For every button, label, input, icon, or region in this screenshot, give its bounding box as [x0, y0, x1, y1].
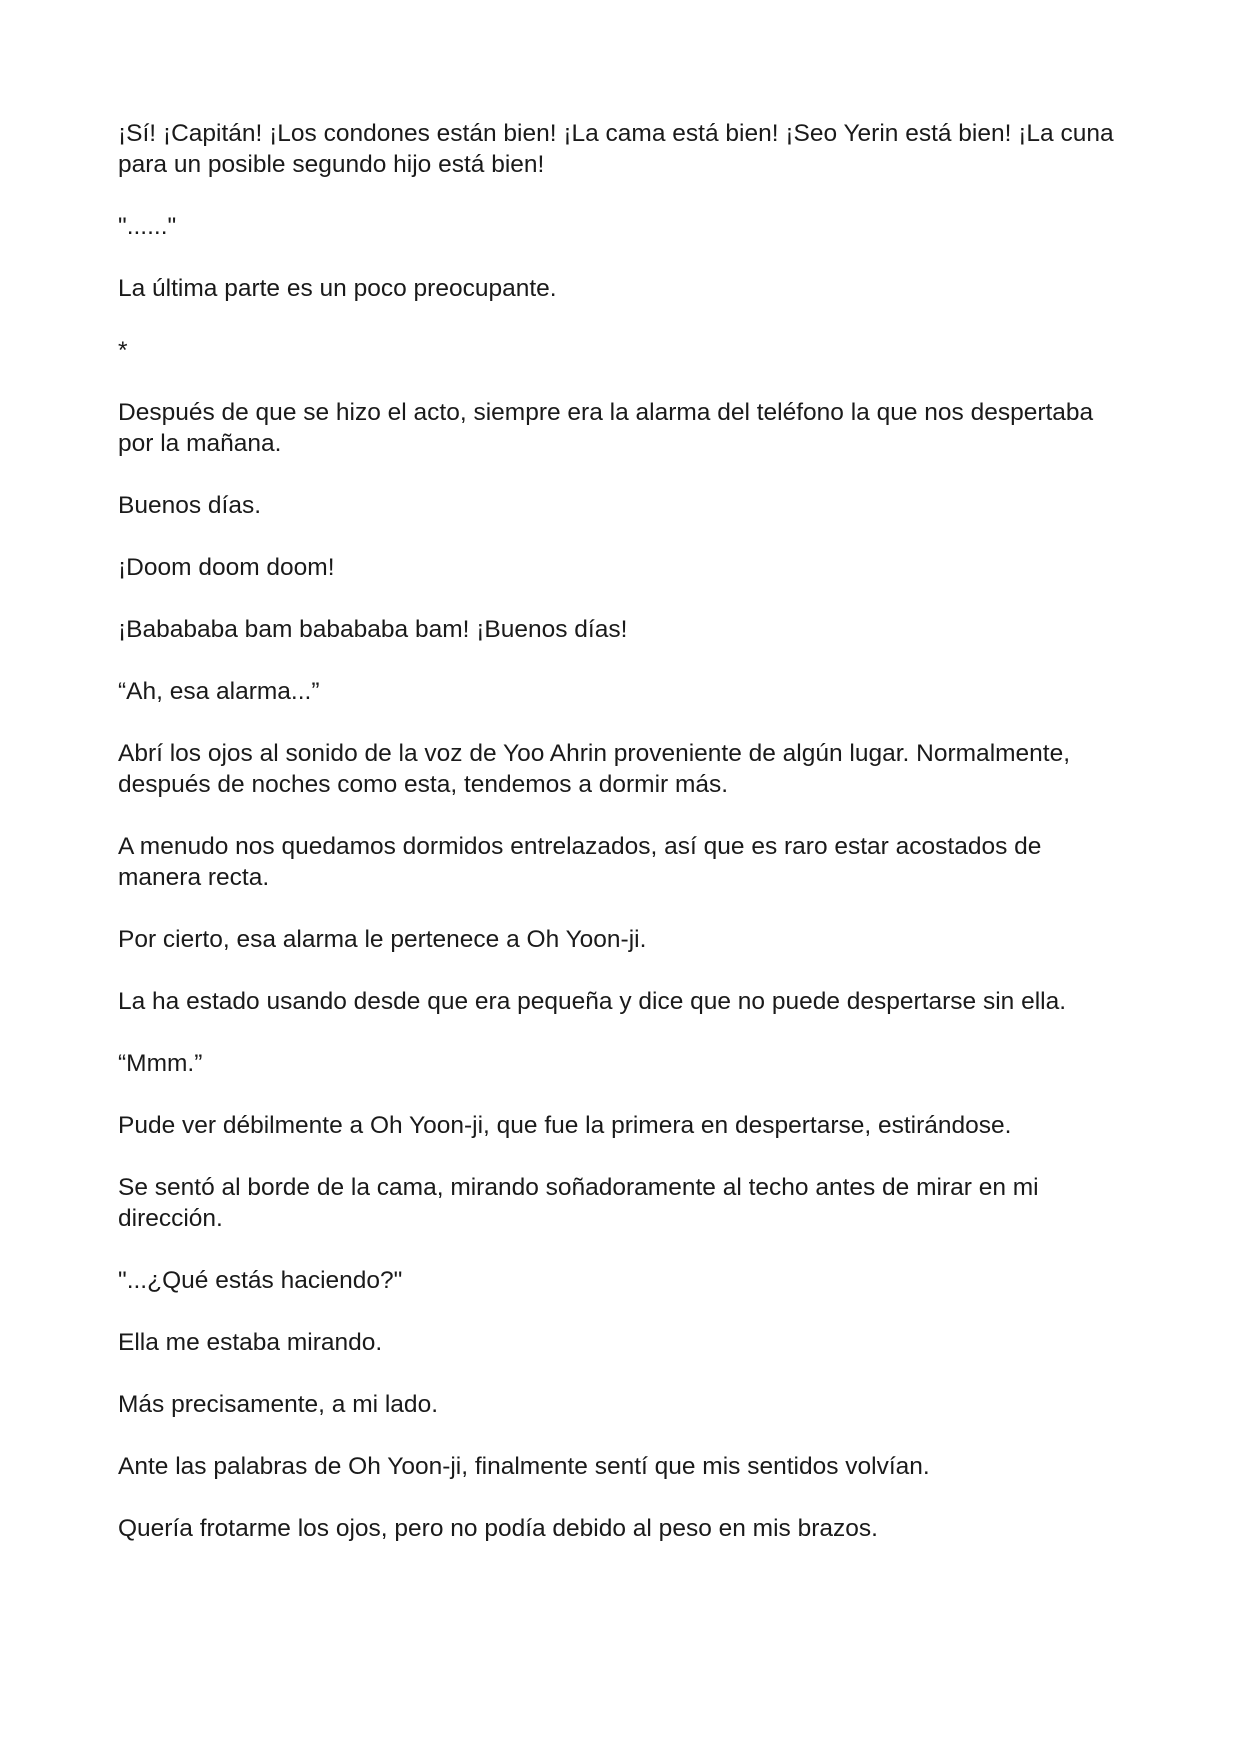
paragraph: ¡Doom doom doom!: [118, 554, 335, 581]
paragraph: La última parte es un poco preocupante.: [118, 275, 557, 302]
paragraph: Ante las palabras de Oh Yoon-ji, finalmente sentí que mis sentidos volvían.: [118, 1453, 930, 1480]
paragraph: “Ah, esa alarma...”: [118, 678, 320, 705]
paragraph: Por cierto, esa alarma le pertenece a Oh Yoon-ji.: [118, 926, 647, 953]
paragraph: Abrí los ojos al sonido de la voz de Yoo Ahrin proveniente de algún lugar. Normalmente, después de noches como esta, tendemos a dormir más.: [118, 740, 1071, 798]
paragraph: ¡Sí! ¡Capitán! ¡Los condones están bien! ¡La cama está bien! ¡Seo Yerin está bien! ¡La cuna para un posible segundo hijo está bien!: [118, 120, 1114, 178]
paragraph: ¡Babababa bam babababa bam! ¡Buenos días!: [118, 616, 628, 643]
paragraph: Se sentó al borde de la cama, mirando soñadoramente al techo antes de mirar en mi dirección.: [118, 1174, 1039, 1232]
paragraph: Quería frotarme los ojos, pero no podía debido al peso en mis brazos.: [118, 1515, 878, 1542]
paragraph: La ha estado usando desde que era pequeña y dice que no puede despertarse sin ella.: [118, 988, 1067, 1015]
paragraph: Pude ver débilmente a Oh Yoon-ji, que fue la primera en despertarse, estirándose.: [118, 1112, 1012, 1139]
paragraph: "......": [118, 213, 177, 240]
paragraph: Más precisamente, a mi lado.: [118, 1391, 438, 1418]
paragraph: “Mmm.”: [118, 1050, 203, 1077]
paragraph: Después de que se hizo el acto, siempre era la alarma del teléfono la que nos despertaba por la mañana.: [118, 399, 1094, 457]
scene-break: *: [118, 337, 128, 364]
paragraph: Ella me estaba mirando.: [118, 1329, 383, 1356]
paragraph: Buenos días.: [118, 492, 262, 519]
paragraph: "...¿Qué estás haciendo?": [118, 1267, 403, 1294]
paragraph: A menudo nos quedamos dormidos entrelazados, así que es raro estar acostados de manera recta.: [118, 833, 1042, 891]
document-body: [118, 118, 1128, 1544]
